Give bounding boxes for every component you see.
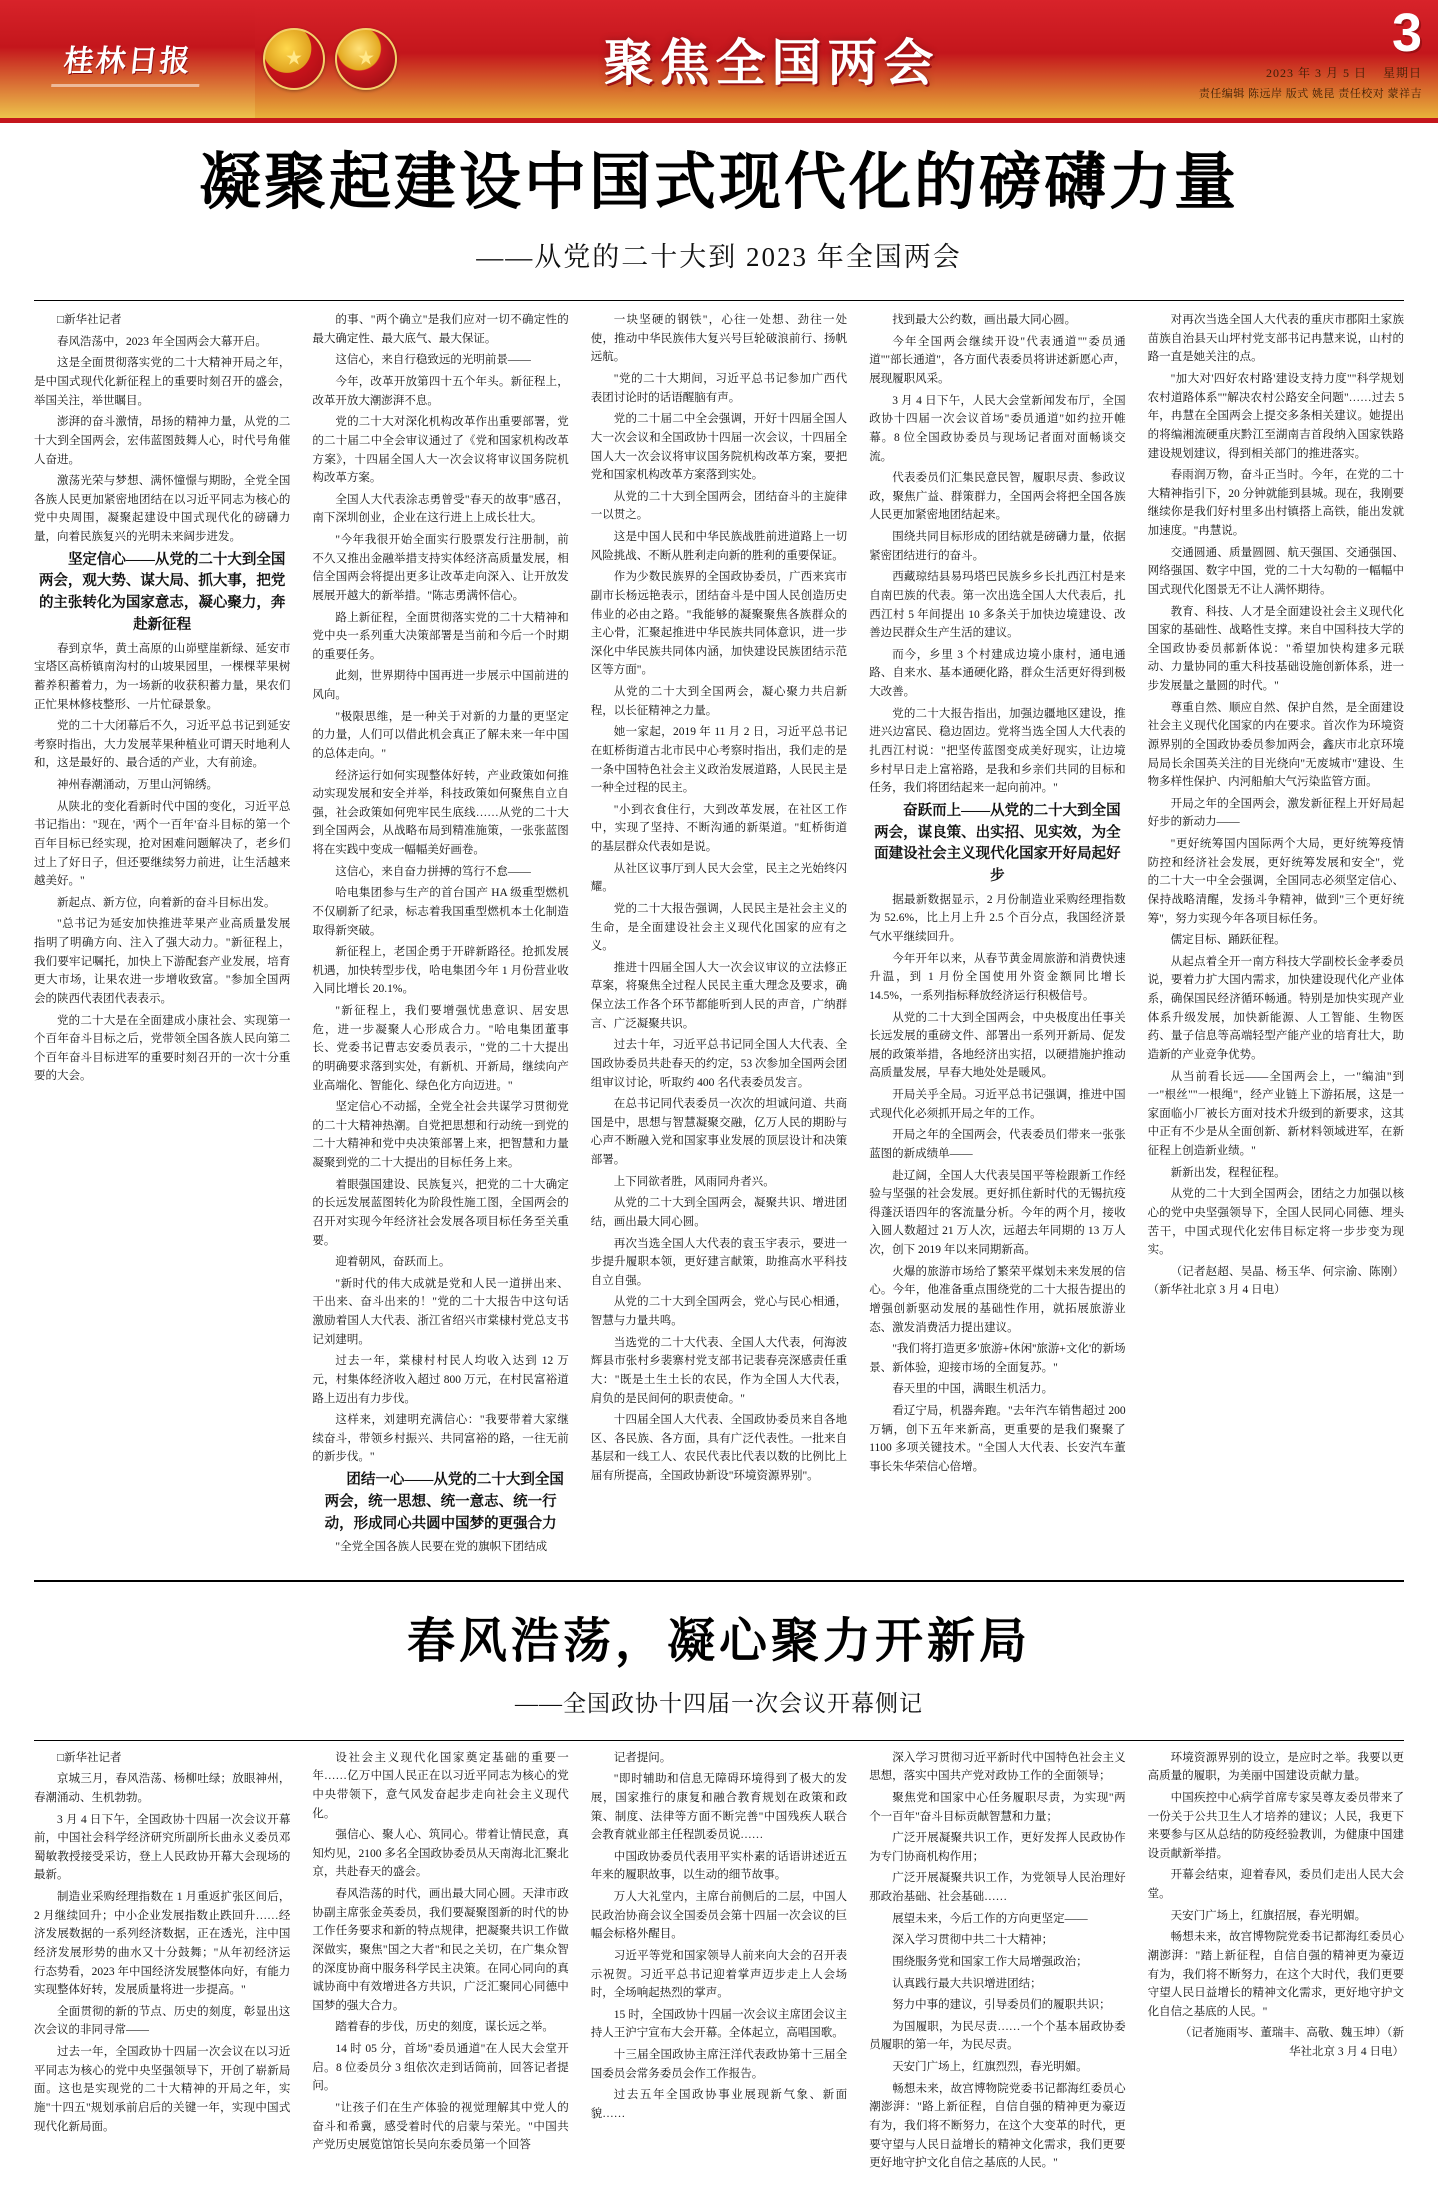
- paragraph: 中国疾控中心病学首席专家吴尊友委员带来了一份关于公共卫生人才培养的建议；人民，我更下来要参与区从总结的防疫经验教训，为健康中国建设贡献新举措。: [1147, 1791, 1404, 1860]
- paragraph: 设社会主义现代化国家奠定基础的重要一年……亿万中国人民正在以习近平同志为核心的党中央带领下，意气风发奋起步走向社会主义现代化。: [312, 1751, 569, 1820]
- paragraph: 这信心，来自行稳致远的光明前景——: [335, 354, 531, 367]
- paragraph: 坚定信心不动摇，全党全社会共谋学习贯彻党的二十大精神热潮。自党把思想和行动统一到党的二十大精神和党中央决策部署上来，把智慧和力量凝聚到党的二十大提出的目标任务上来。: [312, 1101, 569, 1170]
- article1-pull-quote: "全党全国各族人民要在党的旗帜下团结成: [335, 1541, 548, 1554]
- paragraph: 而今，乡里 3 个村建成边境小康村，通电通路、自来水、基本通硬化路，群众生活更好得到极大改善。: [869, 648, 1126, 699]
- paragraph: 作为少数民族界的全国政协委员，广西来宾市副市长杨远艳表示，团结奋斗是中国人民创造历史伟业的必由之路。"我能够的凝聚聚焦各族群众的主心骨，汇聚起推进中华民族共同体意识，进一步深化中华民族共同体内涵，加快建设民族团结示范区等方面"。: [590, 571, 848, 677]
- weekday-text: 星期日: [1382, 66, 1422, 80]
- paragraph: 春天里的中国，满眼生机活力。: [892, 1383, 1054, 1396]
- article2-subhead: ——全国政协十四届一次会议开幕侧记: [515, 1690, 923, 1716]
- emblem-group: [255, 0, 405, 118]
- paragraph: 开幕会结束，迎着春风，委员们走出人民大会堂。: [1147, 1869, 1404, 1901]
- paragraph: 在总书记同代表委员一次次的坦诚问道、共商国是中，思想与智慧凝聚交融，亿万人民的期盼与心声不断融入党和国家事业发展的顶层设计和决策部署。: [590, 1098, 848, 1167]
- paragraph: 火爆的旅游市场给了繁荣平煤划未来发展的信心。今年，他准备重点围绕党的二十大报告提出的增强创新驱动发展的基础性作用，就拓展旅游业态、激发消费活力提出建议。: [869, 1265, 1126, 1334]
- paragraph: 春风浩荡的时代，画出最大同心圆。天津市政协副主席张金英委员，我们要凝聚图新的时代的协工作任务要求和新的特点规律，把凝聚共识工作做深做实，聚焦"国之大者"和民之关切，在广集众智的深度协商中服务科学民主决策。在同心同向的真诚协商中有效增进各方共识，广泛汇聚同心同德中国梦的强大合力。: [312, 1888, 569, 2012]
- paragraph: 开局关乎全局。习近平总书记强调，推进中国式现代化必须抓开局之年的工作。: [869, 1089, 1126, 1120]
- paragraph: 广泛开展凝聚共识工作，更好发挥人民政协作为专门协商机构作用；: [869, 1832, 1126, 1863]
- banner-title: 聚焦全国两会: [603, 35, 940, 91]
- paragraph: 3 月 4 日下午，全国政协十四届一次会议开幕前，中国社会科学经济研究所副所长曲永义委员邓蜀敏教授接受采访，登上人民政协开幕大会现场的最新。: [34, 1813, 291, 1882]
- paragraph: 过去一年，全国政协十四届一次会议在以习近平同志为核心的党中央坚强领导下，开创了崭新局面。这也是实现党的二十大精神的开局之年，实施"十四五"规划承前启后的关键一年，实现中国式现代化新局面。: [34, 2046, 291, 2133]
- article2-column-1: [34, 1749, 290, 2176]
- paragraph: 过去一年，棠棣村村民人均收入达到 12 万元，村集体经济收入超过 800 万元，在村民富裕道路上迈出有力步伐。: [312, 1355, 569, 1405]
- paragraph: 党的二十大是在全面建成小康社会、实现第一个百年奋斗目标之后，党带领全国各族人民向第二个百年奋斗目标进军的重要时刻召开的一次十分重要的大会。: [34, 1014, 291, 1083]
- paragraph: 激荡光荣与梦想、满怀憧憬与期盼，全党全国各族人民更加紧密地团结在以习近平同志为核心的党中央周围，凝聚起建设中国式现代化的磅礴力量，向着民族复兴的光明未来阔步进发。: [34, 475, 291, 544]
- article2-signoff: （记者施雨岑、董瑞丰、高敬、魏玉坤）（新华社北京 3 月 4 日电）: [1179, 2027, 1404, 2059]
- paragraph: 教育、科技、人才是全面建设社会主义现代化国家的基础性、战略性支撑。来自中国科技大学的全国政协委员郝新体说："希望加快构建多元联动、力量协同的重大科技基础设施创新体系，进一步发展量之量圆的时代。": [1147, 605, 1404, 693]
- paragraph: 过去十年，习近平总书记同全国人大代表、全国政协委员共赴春天的约定，53 次参加全国两会团组审议讨论，听取约 400 名代表委员发言。: [590, 1039, 848, 1089]
- paragraph: "即时辅助和信息无障碍环境得到了极大的发展，国家推行的康复和融合教育规划在政策和政策、制度、法律等方面不断完善"中国残疾人联合会教育就业部主任程凯委员说……: [590, 1773, 848, 1842]
- paragraph: 党的二十大对深化机构改革作出重要部署，党的二十届二中全会审议通过了《党和国家机构改革方案》，十四届全国人大一次会议将审议国务院机构改革方案。: [312, 416, 569, 485]
- paragraph: 记者提问。: [613, 1751, 672, 1764]
- paragraph: "让孩子们在生产体验的视觉理解其中党人的奋斗和希冀，感受着时代的启蒙与荣光。"中国共产党历史展览馆馆长吴向东委员第一个回答: [312, 2101, 569, 2152]
- article2-column-3: [591, 1749, 847, 2176]
- page-number: 3: [1391, 3, 1422, 63]
- paragraph: 深入学习贯彻中共二十大精神；: [892, 1934, 1054, 1947]
- paragraph: 迎着朝风，奋跃而上。: [335, 1256, 451, 1269]
- paragraph: 开局之年的全国两会，代表委员们带来一张张蓝图的新成绩单——: [869, 1129, 1126, 1160]
- paragraph: 春到京华，黄土高原的山峁壁崖新绿、延安市宝塔区高桥镇南沟村的山坡果园里，一棵棵苹果树蓄养积蓄着力，为一场新的收获积蓄力量，果农们正忙果林修枝整形、一片忙碌景象。: [34, 642, 291, 711]
- article2-column-4: [869, 1749, 1125, 2176]
- paragraph: 从党的二十大到全国两会，凝聚共识、增进团结，画出最大同心圆。: [590, 1197, 848, 1228]
- paragraph: 这是中国人民和中华民族战胜前进道路上一切风险挑战、不断从胜利走向新的胜利的重要保证。: [590, 531, 848, 562]
- paragraph: 党的二十大报告强调，人民民主是社会主义的生命，是全面建设社会主义现代化国家的应有之义。: [590, 902, 848, 953]
- paragraph: 代表委员们汇集民意民智，履职尽责、参政议政，聚焦广益、群策群力，全国两会将把全国各族人民更加紧密地团结起来。: [869, 472, 1126, 522]
- publication-date: [1266, 64, 1422, 81]
- paragraph: 十四届全国人大代表、全国政协委员来自各地区、各民族、各方面，具有广泛代表性。一批来自基层和一线工人、农民代表比代表以数的比例比上届有所提高，全国政协新设"环境资源界别"。: [590, 1414, 848, 1483]
- article1-section-head-1: 坚定信心——从党的二十大到全国两会，观大势、谋大局、抓大事，把党的主张转化为国家意志，凝心聚力，奔赴新征程: [38, 551, 286, 633]
- paragraph: 据最新数据显示，2 月份制造业采购经理指数为 52.6%，比上月上升 2.5 个百分点，我国经济景气水平继续回升。: [869, 893, 1126, 944]
- paragraph: 儒定目标、踊跃征程。: [1170, 934, 1286, 947]
- article2-headline: 春风浩荡，凝心聚力开新局: [406, 1614, 1031, 1668]
- article2-column-5: [1148, 1749, 1404, 2176]
- masthead: [0, 0, 1438, 118]
- paragraph: 从党的二十大到全国两会，团结奋斗的主旋律一以贯之。: [590, 490, 848, 522]
- paragraph: 从起点着全开一南方科技大学副校长金孝委员说，要着力扩大国内需求，加快建设现代化产业体系，确保国民经济循环畅通。特别是加快实现产业体系升级发展，加快新能源、人工智能、生物医药、量子信息等高端轻型产能产业的培育壮大，助造新的产业竞争优势。: [1147, 955, 1404, 1061]
- paragraph: 这是全面贯彻落实党的二十大精神开局之年，是中国式现代化新征程上的重要时刻召开的盛会，举国关注，举世瞩目。: [34, 357, 291, 407]
- paragraph: "新时代的伟大成就是党和人民一道拼出来、干出来、奋斗出来的！"党的二十大报告中这句话激励着国人大代表、浙江省绍兴市棠棣村党总支书记刘建明。: [312, 1277, 569, 1346]
- paragraph: 广泛开展凝聚共识工作，为党领导人民治理好那政治基础、社会基础……: [869, 1872, 1126, 1904]
- paragraph: 聚焦党和国家中心任务履职尽责，为实现"两个一百年"奋斗目标贡献智慧和力量；: [869, 1791, 1126, 1823]
- paragraph: "今年我很开始全面实行股票发行注册制，前不久又推出金融举措支持实体经济高质量发展，相信全国两会将提出更多让改革走向深入、让开放发展展开越大的新举措。"陈志勇满怀信心。: [312, 534, 569, 602]
- paragraph: 天安门广场上，红旗烈烈，春光明媚。: [892, 2061, 1088, 2074]
- paragraph: 澎湃的奋斗激情，昂扬的精神力量，从党的二十大到全国两会，宏伟蓝图鼓舞人心，时代号角催人奋进。: [34, 416, 291, 466]
- paragraph: 春雨润万物，奋斗正当时。今年，在党的二十大精神指引下，20 分钟就能到县城。现在，我刚要继续你是我们好村里多出村镇搭上高铁，能出发就加速度。"冉慧说。: [1147, 469, 1404, 538]
- article1-column-1: [34, 311, 290, 1560]
- paragraph: 过去五年全国政协事业展现新气象、新面貌……: [590, 2089, 848, 2120]
- paragraph: 从党的二十大到全国两会，团结之力加强以核心的党中央坚强领导下，全国人民同心同德、埋头苦干，中国式现代化宏伟目标定将一步步变为现实。: [1147, 1188, 1404, 1257]
- paragraph: 环境资源界别的设立，是应时之举。我要以更高质量的履职，为美丽中国建设贡献力量。: [1147, 1751, 1404, 1783]
- paragraph: 强信心、聚人心、筑同心。带着让情民意，真知灼见，2100 多名全国政协委员从天南海北汇聚北京，共赴春天的盛会。: [312, 1829, 569, 1879]
- paragraph: 制造业采购经理指数在 1 月重返扩张区间后，2 月继续回升；中小企业发展指数止跌回升……经济发展数据的一系列经济数据，正在透光，注中国经济发展形势的曲水又十分鼓舞；"从年初经济运行态势看，2023 年中国经济发展整体向好，有能力实现整体好转，发展质量将进一步提高。": [34, 1891, 291, 1997]
- paragraph: 当选党的二十大代表、全国人大代表，何海波辉县市张村乡裴寨村党支部书记裴春亮深感责任重大："既是土生土长的农民，作为全国人大代表，肩负的是民间何的职责使命。": [590, 1336, 848, 1405]
- paragraph: 的事、"两个确立"是我们应对一切不确定性的最大确定性、最大底气、最大保证。: [312, 314, 569, 345]
- article1-column-5: [1148, 311, 1404, 1560]
- article1-subhead: ——从党的二十大到 2023 年全国两会: [476, 242, 962, 273]
- paragraph: "总书记为延安加快推进苹果产业高质量发展指明了明确方向、注入了强大动力。"新征程上，我们要牢记嘱托，加快上下游配套产业发展，培育更大市场，让果农进一步增收致富。"参加全国两会的陕西代表团代表表示。: [34, 918, 291, 1005]
- article1-body: [0, 301, 1438, 1566]
- paragraph: 认真践行最大共识增进团结；: [892, 1977, 1042, 1990]
- paragraph: 再次当选全国人大代表的袁玉宇表示，要进一步提升履职本领，更好建言献策，助推高水平科技自立自强。: [590, 1237, 848, 1287]
- paragraph: 这信心，来自奋力拼搏的笃行不怠——: [335, 865, 531, 878]
- paragraph: 围绕共同目标形成的团结就是磅礴力量，依据紧密团结进行的奋斗。: [869, 531, 1126, 562]
- paragraph: 深入学习贯彻习近平新时代中国特色社会主义思想，落实中国共产党对政协工作的全面领导；: [869, 1751, 1126, 1783]
- paragraph: 哈电集团参与生产的首台国产 HA 级重型燃机不仅刷新了纪录，标志着我国重型燃机本土化制造取得新突破。: [312, 887, 569, 937]
- paragraph: 找到最大公约数，画出最大同心圆。: [892, 314, 1077, 327]
- article2-header: [0, 1582, 1438, 1724]
- paragraph: 全面贯彻的新的节点、历史的刻度，彰显出这次会议的非同寻常——: [34, 2005, 291, 2037]
- article1-section-head-2: 团结一心——从党的二十大到全国两会，统一思想、统一意志、统一行动，形成同心共圆中国梦的更强合力: [324, 1472, 564, 1532]
- paragraph: 从陕北的变化看新时代中国的变化，习近平总书记指出："现在，'两个一百年'奋斗目标的第一个百年目标已经实现，抢对困难问题解决了，老乡们过上了好日子，但还要继续努力前进，让生活越来越美好。": [34, 800, 291, 888]
- paragraph: 15 时，全国政协十四届一次会议主席团会议主持人王沪宁宣布大会开幕。全体起立，高唱国歌。: [590, 2008, 848, 2040]
- paragraph: 畅想未来，故宫博物院党委书记都海红委员心潮澎湃："踏上新征程，自信自强的精神更为豪迈有为，我们将不断努力，在这个大时代，我们更要守望人民日益增长的精神文化需求，更好地守护文化自信之基底的人民。": [1147, 1931, 1404, 2018]
- paragraph: 中国政协委员代表用平实朴素的话语讲述近五年来的履职故事，以生动的细节故事。: [590, 1850, 848, 1882]
- paragraph: 赴辽阔，全国人大代表吴国平等检跟新工作经验与坚强的社会发展。更好抓住新时代的无锡抗疫得蓬沃语四年的客流量分析。今年的两个月，接收入圆人数超过 21 万人次，远超去年同期的 13 万人次，创下 2019 年以来同期新高。: [869, 1169, 1126, 1257]
- paragraph: 她一家起，2019 年 11 月 2 日，习近平总书记在虹桥街道古北市民中心考察时指出，我们走的是一条中国特色社会主义政治发展道路，人民民主是一种全过程的民主。: [590, 726, 848, 795]
- article1-byline: □新华社记者: [57, 314, 122, 327]
- paragraph: 十三届全国政协主席汪洋代表政协第十三届全国委员会常务委员会作工作报告。: [590, 2049, 848, 2080]
- national-emblem-icon: [263, 28, 325, 90]
- editorial-credits: 责任编辑 陈远岸 版式 姚昆 责任校对 蒙祥吉: [1198, 88, 1422, 100]
- article1-header: [0, 123, 1438, 284]
- article2-column-2: [312, 1749, 568, 2176]
- paragraph: 尊重自然、顺应自然、保护自然，是全面建设社会主义现代化国家的内在要求。首次作为环境资源界别的全国政协委员参加两会，鑫庆市北京环境局局长余国英关注的目光绕向"无废城市"建设、生物多样性保护、内河船舶大气污染监管方面。: [1147, 701, 1404, 789]
- paragraph: 西藏琼结县易玛塔巴民族乡乡长扎西江村是来自南巴族的代表。第一次出选全国人大代表后，扎西江村 5 年间提出 10 多条关于加快边境建设、改善边民群众生产生活的建议。: [869, 571, 1126, 640]
- paragraph: 京城三月，春风浩荡、杨柳吐绿；放眼神州，春潮涌动、生机勃勃。: [34, 1773, 291, 1804]
- article1-column-4: [869, 311, 1125, 1560]
- paragraph: 交通圆通、质量圆圆、航天强国、交通强国、网络强国、数字中国，党的二十大勾勒的一幅幅中国式现代化图景无不让人满怀期待。: [1147, 546, 1404, 596]
- paragraph: 从党的二十大到全国两会，党心与民心相通，智慧与力量共鸣。: [590, 1296, 848, 1328]
- paragraph: 着眼强国建设、民族复兴，把党的二十大确定的长远发展蓝图转化为阶段性施工图，全国两会的召开对实现今年经济社会发展各项目标任务至关重要。: [312, 1178, 569, 1247]
- paragraph: 从当前看长远——全国两会上，一"编油"到一"根丝""一根绳"，经产业链上下游拓展，这是一家面临小厂被长方面对技术升级到的新要求，这其中正有不少是从全面创新、新材料领域进军，在新征程上创造新业绩。": [1147, 1070, 1404, 1158]
- paragraph: （记者赵超、吴晶、杨玉华、何宗渝、陈刚）（新华社北京 3 月 4 日电）: [1147, 1265, 1404, 1297]
- paragraph: 从社区议事厅到人民大会堂，民主之光始终闪耀。: [590, 862, 848, 894]
- paragraph: 党的二十大闭幕后不久，习近平总书记到延安考察时指出，大力发展苹果种植业可谓天时地利人和，这是最好的、最合适的产业，大有前途。: [34, 720, 291, 770]
- paragraph: 路上新征程，全面贯彻落实党的二十大精神和党中央一系列重大决策部署是当前和今后一个时期的重要任务。: [312, 611, 569, 661]
- paragraph: 神州春潮涌动，万里山河锦绣。: [57, 779, 218, 792]
- paragraph: 努力中事的建议，引导委员们的履职共识；: [892, 1999, 1111, 2012]
- paragraph: 春风浩荡中，2023 年全国两会大幕开启。: [57, 335, 267, 348]
- paragraph: 推进十四届全国人大一次会议审议的立法修正草案，将聚焦全过程人民民主重大理念及要求，确保立法工作各个环节都能听到人民的声音，广纳群言、广泛凝聚共识。: [590, 961, 848, 1030]
- article1-column-2: [312, 311, 568, 1560]
- paragraph: 畅想未来，故宫博物院党委书记都海红委员心潮澎湃："路上新征程，自信自强的精神更为豪迈有为，我们将不断努力，在这个大变革的时代，更要守望与人民日益增长的精神文化需求，我们更要更好地守护文化自信之基底的人民。": [869, 2082, 1126, 2170]
- paragraph: 为国履职，为民尽责……一个个基本届政协委员履职的第一年，为民尽责。: [869, 2020, 1126, 2052]
- paragraph: 新新出发，程程征程。: [1170, 1166, 1286, 1179]
- article1-columns: [34, 311, 1404, 1560]
- paragraph: 看辽宁局，机器奔跑。"去年汽车销售超过 200 万辆，创下五年来新高，更重要的是我们聚聚了 1100 多项关键技术。"全国人大代表、长安汽车董事长朱华荣信心倍增。: [869, 1405, 1126, 1473]
- paragraph: "加大对'四好农村路'建设支持力度""科学规划农村道路体系""解决农村公路安全问题"……过去 5 年，冉慧在全国两会上提交多条相关建议。她提出的将编湘流硬重庆黔江至湖南吉首段纳入国家铁路建设规划建议，得到相关部门的推进落实。: [1147, 373, 1404, 460]
- paragraph: 从党的二十大到全国两会，中央极度出任事关长远发展的重磅文件、部署出一系列开新局、促发展的政策举措，各地经济出实招，以硬措施护推动高质量发展，早春大地处处是暖风。: [869, 1011, 1126, 1080]
- paragraph: "党的二十大期间，习近平总书记参加广西代表团讨论时的话语醒脑有声。: [590, 373, 848, 404]
- masthead-right: [1138, 0, 1438, 118]
- paragraph: "更好统筹国内国际两个大局，更好统筹疫情防控和经济社会发展，更好统筹发展和安全"，党的二十大一中全会强调，全国同志必须坚定信心、保持战略清醒，发扬斗争精神，做到"三个更好统筹"，努力实现今年各项目标任务。: [1147, 838, 1404, 925]
- paragraph: 一块坚硬的钢铁"，心往一处想、劲往一处使，推动中华民族伟大复兴号巨轮破浪前行、扬帆远航。: [590, 314, 848, 364]
- paragraph: "新征程上，我们要增强忧患意识、居安思危，进一步凝聚人心形成合力。"哈电集团董事长、党委书记曹志安委员表示，"党的二十大提出的明确要求落到实处，有新机、开新局，继续向产业高端化、智能化、绿色化方向迈进。": [312, 1005, 569, 1092]
- paper-logo: 桂林日报: [51, 32, 205, 87]
- paragraph: 从党的二十大到全国两会，凝心聚力共启新程，以长征精神之力量。: [590, 686, 848, 717]
- paragraph: 3 月 4 日下午，人民大会堂新闻发布厅，全国政协十四届一次会议首场"委员通道"如约拉开帷幕。8 位全国政协委员与现场记者面对面畅谈交流。: [869, 394, 1126, 463]
- paragraph: 对再次当选全国人大代表的重庆市郡阳土家族苗族自治县天山坪村党支部书记冉慧来说，山村的路一直是她关注的点。: [1147, 314, 1404, 364]
- paragraph: 天安门广场上，红旗招展，春光明媚。: [1170, 1909, 1367, 1922]
- paragraph: 开局之年的全国两会，激发新征程上开好局起好步的新动力——: [1147, 797, 1404, 829]
- paragraph: 党的二十届二中全会强调，开好十四届全国人大一次会议和全国政协十四届一次会议，十四届全国人大一次会议将审议国务院机构改革方案，要把党和国家机构改革方案落到实处。: [590, 413, 848, 482]
- paragraph: 展望未来，今后工作的方向更坚定——: [892, 1912, 1088, 1925]
- article1-headline: 凝聚起建设中国式现代化的磅礴力量: [198, 149, 1239, 217]
- masthead-left: [0, 0, 255, 118]
- paragraph: 今年，改革开放第四十五个年头。新征程上，改革开放大潮澎湃不息。: [312, 376, 569, 407]
- masthead-center: [405, 0, 1138, 118]
- paragraph: 全国人大代表涂志勇曾受"春天的故事"感召，南下深圳创业，企业在这行进上上成长壮大。: [312, 493, 569, 525]
- paragraph: "我们将打造更多'旅游+休闲''旅游+文化'的新场景、新体验，迎接市场的全面复苏。": [869, 1343, 1126, 1374]
- paragraph: 踏着春的步伐，历史的刻度，谋长远之举。: [335, 2021, 554, 2034]
- paragraph: 万人大礼堂内，主席台前侧后的二层，中国人民政治协商会议全国委员会第十四届一次会议的巨幅会标格外醒目。: [590, 1891, 848, 1941]
- paragraph: "小到衣食住行，大到改革发展，在社区工作中，实现了坚持、不断沟通的新渠道。"虹桥街道的基层群众代表如是说。: [590, 803, 848, 854]
- date-text: 2023 年 3 月 5 日: [1265, 66, 1367, 80]
- cppcc-emblem-icon: [335, 28, 397, 90]
- paragraph: 此刻，世界期待中国再进一步展示中国前进的风向。: [312, 670, 569, 702]
- paragraph: 14 时 05 分，首场"委员通道"在人民大会堂开启。8 位委员分 3 组依次走到话筒前，回答记者提问。: [312, 2043, 569, 2093]
- paragraph: 党的二十大报告指出，加强边疆地区建设，推进兴边富民、稳边固边。党将当选全国人大代表的扎西江村说："把坚传蓝图变成美好现实，让边境乡村早日走上富裕路，是我和乡亲们共同的目标和任务，我们将团结起来一起向前冲。": [869, 707, 1126, 795]
- paragraph: 上下同欲者胜，风雨同舟者兴。: [613, 1175, 775, 1188]
- article1-section-head-3: 奋跃而上——从党的二十大到全国两会，谋良策、出实招、见实效，为全面建设社会主义现代化国家开好局起好步: [874, 802, 1121, 885]
- paragraph: "极限思维，是一种关于对新的力量的更坚定的力量，人们可以借此机会真正了解未来一年中国的总体走向。": [312, 710, 569, 760]
- paragraph: 习近平等党和国家领导人前来向大会的召开表示祝贺。习近平总书记迎着掌声迈步走上人会场时，全场响起热烈的掌声。: [590, 1949, 848, 2000]
- paragraph: 这样来，刘建明充满信心："我要带着大家继续奋斗，带领乡村振兴、共同富裕的路，一往无前的新步伐。": [312, 1414, 569, 1464]
- article2-body: [0, 1741, 1438, 2200]
- paragraph: 今年全国两会继续开设"代表通道""委员通道""部长通道"，各方面代表委员将讲述新愿心声，展现履职风采。: [869, 335, 1126, 386]
- article2-byline: □新华社记者: [57, 1751, 122, 1764]
- article1-column-3: [591, 311, 847, 1560]
- paragraph: 今年开年以来，从春节黄金周旅游和消费快速升温，到 1 月份全国使用外资金额同比增长 14.5%，一系列指标释放经济运行积极信号。: [869, 952, 1126, 1002]
- paragraph: 新征程上，老国企勇于开辟新路径。抢抓发展机遇，加快转型步伐，哈电集团今年 1 月份营业收入同比增长 20.1%。: [312, 946, 569, 996]
- paragraph: 经济运行如何实现整体好转，产业政策如何推动实现发展和安全并举，科技政策如何聚焦自立自强，社会政策如何兜牢民生底线……从党的二十大到全国两会，从战略布局到精准施策，一张张蓝图将在实践中变成一幅幅美好画卷。: [312, 769, 569, 857]
- paragraph: 围绕服务党和国家工作大局增强政治；: [892, 1955, 1088, 1968]
- paragraph: 新起点、新方位，向着新的奋斗目标出发。: [57, 896, 276, 909]
- article2-columns: [34, 1749, 1404, 2176]
